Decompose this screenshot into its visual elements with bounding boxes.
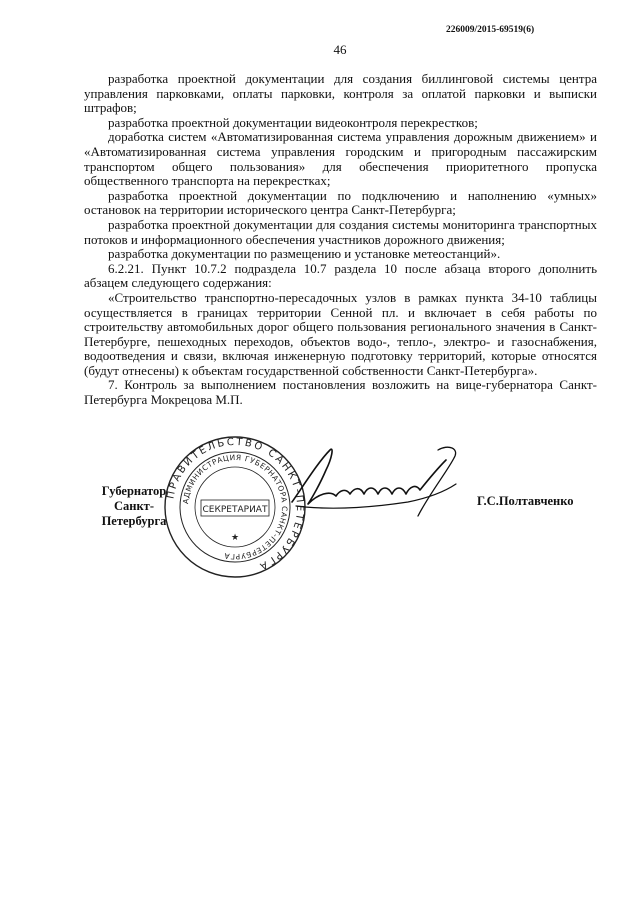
page-number: 46	[333, 42, 347, 57]
position-region: Санкт-Петербурга	[101, 499, 167, 528]
document-body	[84, 72, 597, 408]
paragraph: 6.2.21. Пункт 10.7.2 подраздела 10.7 раздела 10 после абзаца второго дополнить абзацем следующего содержания:	[84, 260, 597, 291]
seal-center-text: СЕКРЕТАРИАТ	[202, 505, 268, 515]
signatory-name: Г.С.Полтавченко	[477, 494, 574, 508]
position-title: Губернатор	[101, 484, 167, 498]
seal-star-icon: ★	[230, 532, 240, 542]
seal-outer-text: ПРАВИТЕЛЬСТВО САНКТ-ПЕТЕРБУРГА	[165, 436, 306, 573]
paragraph: 7. Контроль за выполнением постановления возложить на вице-губернатора Санкт-Петербурга Мокрецова М.П.	[84, 377, 597, 408]
paragraph: «Строительство транспортно-пересадочных узлов в рамках пункта 34-10 таблицы осуществляется в границах территории Сенной пл. и включает в себя работы по строительству автомобильных дорог общего пользования регионального значения в Санкт-Петербурге, пешеходных переходов, объектов водо-, тепло-, электро- и газоснабжения, водоотведения и связи, включая инженерную подготовку территорий, которые относятся (будут отнесены) к объектам государственной собственности Санкт-Петербурга».	[84, 289, 597, 378]
paragraph: разработка проектной документации видеоконтроля перекрестков;	[108, 114, 478, 130]
paragraph: разработка проектной документации для создания системы мониторинга транспортных потоков и информационного обеспечения участников дорожного движения;	[84, 216, 597, 247]
paragraph: разработка проектной документации для создания биллинговой системы центра управления парковками, оплаты парковки, контроля за оплатой парковки и выписки штрафов;	[84, 71, 597, 116]
paragraph: разработка документации по размещению и установке метеостанций».	[108, 246, 501, 262]
handwritten-signature	[278, 440, 468, 530]
document-id: 226009/2015-69519(6)	[446, 25, 535, 35]
seal-inner-text: АДМИНИСТРАЦИЯ ГУБЕРНАТОРА САНКТ-ПЕТЕРБУРГА	[181, 452, 290, 562]
paragraph: доработка систем «Автоматизированная система управления дорожным движением» и «Автоматизированная система управления городским и пригородным пассажирским транспортом общего пользования» для обеспечения приоритетного пропуска общественного транспорта на перекрестках;	[84, 129, 597, 189]
paragraph: разработка проектной документации по подключению и наполнению «умных» остановок на территории исторического центра Санкт-Петербурга;	[84, 187, 597, 218]
